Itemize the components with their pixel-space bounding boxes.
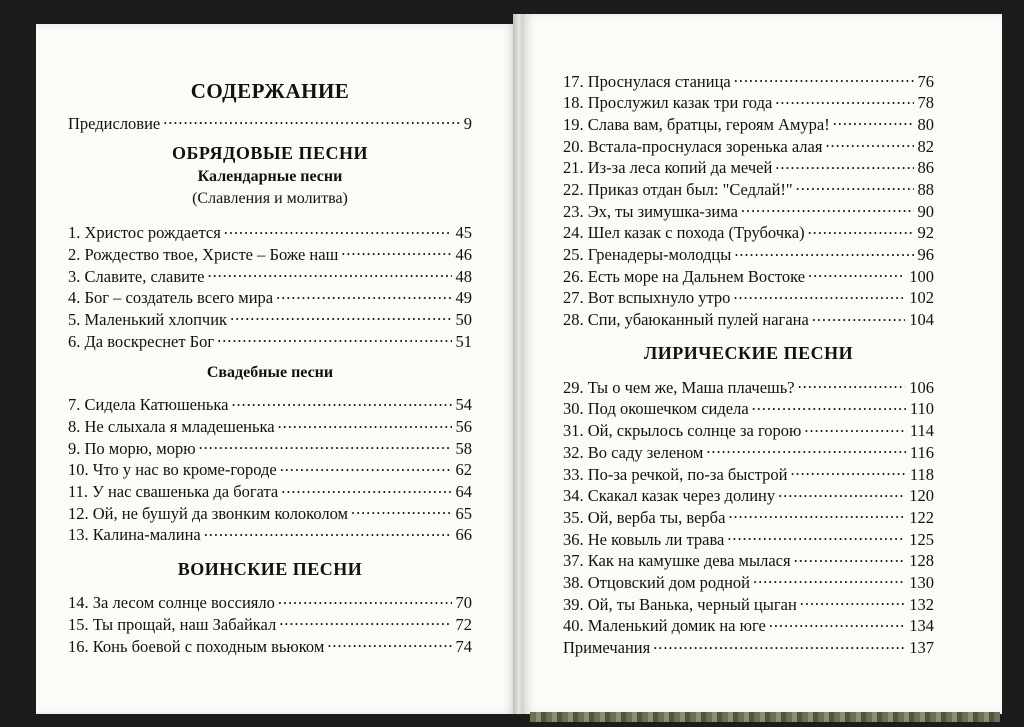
toc-entry-title: 22. Приказ отдан был: "Седлай!" <box>563 179 793 199</box>
toc-entry-title: Примечания <box>563 638 651 657</box>
dot-leader <box>794 550 906 567</box>
dot-leader <box>808 265 905 282</box>
dot-leader <box>341 243 451 260</box>
dot-leader <box>734 244 913 261</box>
toc-list-calendar <box>68 222 472 352</box>
toc-list-wedding <box>68 394 472 546</box>
toc-entry <box>563 178 934 200</box>
toc-entry-page: 48 <box>455 266 472 286</box>
left-page-content <box>68 76 472 657</box>
toc-entry-title: 12. Ой, не бушуй да звонким колоколом <box>68 503 349 523</box>
dot-leader <box>224 222 452 239</box>
toc-entry-page: 130 <box>909 572 934 592</box>
toc-entry <box>563 571 934 593</box>
toc-entry-title: 31. Ой, скрылось солнце за горою <box>563 421 802 441</box>
toc-entry-page: 88 <box>917 179 934 199</box>
toc-entry-title: 21. Из-за леса копий да мечей <box>563 158 773 178</box>
toc-entry-title: 1. Христос рождается <box>68 223 221 243</box>
toc-entry-page: 58 <box>455 438 472 458</box>
dot-leader <box>653 637 905 654</box>
toc-entry-title: 24. Шел казак с похода (Трубочка) <box>563 223 805 243</box>
toc-entry-page: 64 <box>455 482 472 502</box>
toc-entry-title: 3. Славите, славите <box>68 266 205 286</box>
toc-entry-page: 62 <box>455 460 472 480</box>
toc-entry-title: 4. Бог – создатель всего мира <box>68 288 274 308</box>
dot-leader <box>706 441 906 458</box>
toc-entry <box>68 265 472 287</box>
dot-leader <box>790 463 905 480</box>
dot-leader <box>798 376 906 393</box>
toc-entry-title: 8. Не слыхала я младешенька <box>68 417 275 436</box>
toc-entry-page: 78 <box>917 93 934 113</box>
toc-entry <box>563 376 934 398</box>
toc-entry-page: 102 <box>909 288 934 308</box>
toc-entry-page: 104 <box>909 310 934 330</box>
toc-entry <box>563 615 934 637</box>
dot-leader <box>327 635 451 652</box>
toc-entry <box>68 394 472 416</box>
toc-entry <box>563 92 934 114</box>
dot-leader <box>279 613 451 630</box>
toc-entry <box>68 635 472 657</box>
toc-entry-title: 10. Что у нас во кроме-городе <box>68 460 277 480</box>
section-heading-ritual: ОБРЯДОВЫЕ ПЕСНИ <box>171 142 369 163</box>
toc-entry <box>563 485 934 507</box>
toc-entry <box>563 550 934 572</box>
toc-entry-page: 72 <box>455 614 472 634</box>
toc-list-military-continued <box>563 70 934 330</box>
toc-entry <box>68 481 472 503</box>
dot-leader <box>734 70 914 87</box>
toc-entry <box>563 135 934 157</box>
toc-entry <box>563 265 934 287</box>
toc-entry <box>563 506 934 528</box>
toc-entry-page: 70 <box>455 593 472 613</box>
toc-entry-page: 100 <box>909 266 934 286</box>
toc-list-lyrical <box>563 376 934 636</box>
toc-entry-title: 11. У нас свашенька да богата <box>68 482 279 502</box>
dot-leader <box>231 394 451 411</box>
dot-leader <box>280 459 452 476</box>
toc-entry-title: 20. Встала-проснулася зоренька алая <box>563 136 823 156</box>
toc-entry <box>563 287 934 309</box>
dot-leader <box>775 92 913 109</box>
toc-entry-title: 14. За лесом солнце воссияло <box>68 593 275 613</box>
toc-entry-title: 34. Скакал казак через долину <box>563 486 776 506</box>
toc-entry-page: 50 <box>455 309 472 329</box>
dot-leader <box>812 309 905 326</box>
dot-leader <box>217 330 451 347</box>
toc-entry-page: 96 <box>917 245 934 264</box>
toc-entry-title: 19. Слава вам, братцы, героям Амура! <box>563 114 830 134</box>
toc-entry-title: 17. Проснулася станица <box>563 71 731 91</box>
toc-entry <box>563 200 934 222</box>
toc-entry-title: 13. Калина-малина <box>68 525 201 545</box>
toc-entry-page: 45 <box>455 223 472 243</box>
toc-entry-title: 7. Сидела Катюшенька <box>68 395 229 415</box>
dot-leader <box>278 416 452 433</box>
dot-leader <box>769 615 905 632</box>
toc-entry-page: 86 <box>917 158 934 178</box>
toc-entry <box>563 441 934 463</box>
dot-leader <box>775 157 913 174</box>
toc-entry-page: 76 <box>917 71 934 91</box>
dot-leader <box>278 592 452 609</box>
dot-leader <box>351 502 451 519</box>
dot-leader <box>825 135 913 152</box>
dot-leader <box>733 287 905 304</box>
toc-entry <box>68 330 472 352</box>
toc-entry-page: 118 <box>909 464 934 484</box>
toc-entry-page: 90 <box>917 201 934 221</box>
toc-entry <box>68 222 472 244</box>
toc-entry-page: 132 <box>909 594 934 614</box>
right-page-content <box>563 70 934 658</box>
dot-leader <box>778 485 905 502</box>
toc-entry-page: 92 <box>917 223 934 243</box>
dot-leader <box>753 571 905 588</box>
toc-entry <box>563 70 934 92</box>
toc-entry-title: 33. По-за речкой, по-за быстрой <box>563 464 788 484</box>
toc-entry-page: 49 <box>455 288 472 308</box>
toc-entry-page: 82 <box>917 136 934 156</box>
toc-entry <box>563 244 934 266</box>
book-cover-edge <box>530 712 1000 722</box>
toc-entry <box>68 243 472 265</box>
toc-entry-title: 29. Ты о чем же, Маша плачешь? <box>563 377 795 397</box>
toc-entry <box>563 420 934 442</box>
toc-entry-page: 65 <box>455 503 472 523</box>
subsection-heading-calendar: Календарные песни <box>197 167 343 185</box>
toc-entry-title: 9. По морю, морю <box>68 438 196 458</box>
dot-leader <box>208 265 452 282</box>
toc-entry <box>68 459 472 481</box>
toc-entry-preface <box>68 112 472 134</box>
toc-entry <box>68 308 472 330</box>
toc-entry-page: 9 <box>463 113 472 133</box>
toc-entry <box>563 222 934 244</box>
toc-entry-page: 54 <box>455 395 472 415</box>
toc-entry-title: 27. Вот вспыхнуло утро <box>563 288 731 308</box>
toc-entry-title: 40. Маленький домик на юге <box>563 616 766 636</box>
toc-entry-page: 66 <box>455 525 472 545</box>
toc-entry <box>563 593 934 615</box>
dot-leader <box>276 287 451 304</box>
toc-entry <box>68 502 472 524</box>
toc-entry <box>563 463 934 485</box>
toc-entry-page: 122 <box>909 507 934 527</box>
toc-entry-page: 80 <box>917 114 934 134</box>
toc-entry-title: 23. Эх, ты зимушка-зима <box>563 201 738 221</box>
toc-entry-title: 36. Не ковыль ли трава <box>563 529 725 549</box>
dot-leader <box>727 528 905 545</box>
toc-entry-page: 46 <box>455 244 472 264</box>
toc-entry-title: 6. Да воскреснет Бог <box>68 331 215 351</box>
toc-entry-page: 128 <box>909 551 934 571</box>
toc-entry-title: 25. Гренадеры-молодцы <box>563 245 732 264</box>
toc-entry-page: 116 <box>909 442 934 462</box>
toc-entry-page: 114 <box>909 421 934 441</box>
subsection-note-calendar: (Славления и молитва) <box>192 189 348 207</box>
toc-entry-page: 51 <box>455 331 472 351</box>
toc-entry-title: 2. Рождество твое, Христе – Боже наш <box>68 244 339 264</box>
dot-leader <box>741 200 914 217</box>
toc-entry-page: 125 <box>909 529 934 549</box>
toc-entry <box>563 398 934 420</box>
dot-leader <box>800 593 905 610</box>
toc-entry-page: 74 <box>455 636 472 656</box>
toc-entry <box>68 287 472 309</box>
toc-list-military <box>68 592 472 657</box>
toc-entry-page: 106 <box>909 377 934 397</box>
toc-entry-title: Предисловие <box>68 113 161 133</box>
dot-leader <box>281 481 451 498</box>
toc-entry-notes <box>563 637 934 659</box>
toc-entry-title: 16. Конь боевой с походным вьюком <box>68 636 325 656</box>
toc-entry-title: 38. Отцовский дом родной <box>563 572 751 592</box>
toc-entry-title: 39. Ой, ты Ванька, черный цыган <box>563 594 797 614</box>
toc-entry-title: 5. Маленький хлопчик <box>68 309 228 329</box>
toc-entry <box>68 416 472 438</box>
dot-leader <box>752 398 906 415</box>
toc-entry-title: 26. Есть море на Дальнем Востоке <box>563 266 806 286</box>
toc-entry <box>68 437 472 459</box>
toc-entry-title: 32. Во саду зеленом <box>563 442 704 462</box>
toc-entry-page: 120 <box>909 486 934 506</box>
dot-leader <box>796 178 914 195</box>
toc-entry-title: 28. Спи, убаюканный пулей нагана <box>563 310 809 330</box>
dot-leader <box>833 113 914 130</box>
toc-entry <box>68 524 472 546</box>
toc-entry-title: 18. Прослужил казак три года <box>563 93 773 113</box>
toc-entry <box>68 592 472 614</box>
toc-entry-page: 110 <box>909 399 934 419</box>
section-heading-lyrical: ЛИРИЧЕСКИЕ ПЕСНИ <box>643 343 854 364</box>
dot-leader <box>230 308 451 325</box>
dot-leader <box>808 222 914 239</box>
toc-entry-title: 30. Под окошечком сидела <box>563 399 749 419</box>
toc-entry <box>68 613 472 635</box>
dot-leader <box>163 112 460 129</box>
toc-entry-page: 56 <box>455 417 472 436</box>
toc-entry-page: 137 <box>909 638 934 657</box>
dot-leader <box>728 506 905 523</box>
toc-entry-title: 35. Ой, верба ты, верба <box>563 507 726 527</box>
toc-entry <box>563 309 934 331</box>
dot-leader <box>804 420 905 437</box>
toc-entry <box>563 113 934 135</box>
toc-entry-title: 15. Ты прощай, наш Забайкал <box>68 614 277 634</box>
toc-entry <box>563 157 934 179</box>
subsection-heading-wedding: Свадебные песни <box>206 363 334 381</box>
toc-entry <box>563 528 934 550</box>
section-heading-military: ВОИНСКИЕ ПЕСНИ <box>177 558 363 579</box>
toc-entry-page: 134 <box>909 616 934 636</box>
dot-leader <box>199 437 452 454</box>
page-title: СОДЕРЖАНИЕ <box>190 79 350 103</box>
toc-entry-title: 37. Как на камушке дева мылася <box>563 551 791 571</box>
dot-leader <box>204 524 452 541</box>
